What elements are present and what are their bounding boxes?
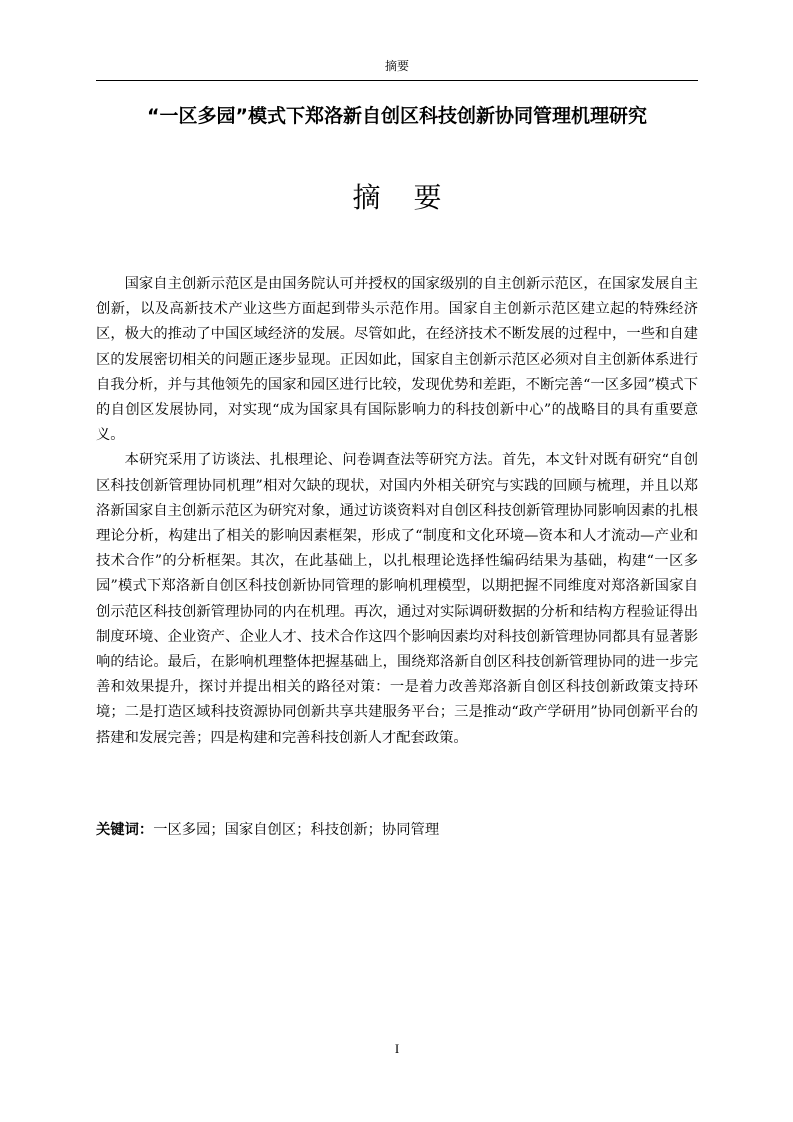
thesis-title: “一区多园”模式下郑洛新自创区科技创新协同管理机理研究: [147, 105, 647, 127]
keywords-line: [96, 818, 698, 843]
abstract-body: [96, 272, 698, 751]
abstract-heading: 摘 要: [352, 181, 454, 214]
page-number: I: [394, 1041, 400, 1056]
keywords-label: 关键词：: [96, 822, 154, 838]
running-header: 摘要: [384, 59, 409, 73]
header-divider: [96, 80, 698, 81]
abstract-paragraph-2: 本研究采用了访谈法、扎根理论、问卷调查法等研究方法。首先，本文针对既有研究“自创区科技创新管理协同机理”相对欠缺的现状，对国内外相关研究与实践的回顾与梳理，并且以郑洛新国家自主创新示范区为研究对象，通过访谈资料对自创区科技创新管理协同影响因素的扎根理论分析，构建出了相关的影响因素框架，形成了“制度和文化环境—资本和人才流动—产业和技术合作”的分析框架。其次，在此基础上，以扎根理论选择性编码结果为基础，构建“一区多园”模式下郑洛新自创区科技创新协同管理的影响机理模型，以期把握不同维度对郑洛新国家自创示范区科技创新管理协同的内在机理。再次，通过对实际调研数据的分析和结构方程验证得出制度环境、企业资产、企业人才、技术合作这四个影响因素均对科技创新管理协同都具有显著影响的结论。最后，在影响机理整体把握基础上，围绕郑洛新自创区科技创新管理协同的进一步完善和效果提升，探讨并提出相关的路径对策：一是着力改善郑洛新自创区科技创新政策支持环境；二是打造区域科技资源协同创新共享共建服务平台；三是推动“政产学研用”协同创新平台的搭建和发展完善；四是构建和完善科技创新人才配套政策。: [96, 452, 698, 746]
abstract-paragraph-1: 国家自主创新示范区是由国务院认可并授权的国家级别的自主创新示范区，在国家发展自主创新，以及高新技术产业这些方面起到带头示范作用。国家自主创新示范区建立起的特殊经济区，极大的推动了中国区域经济的发展。尽管如此，在经济技术不断发展的过程中，一些和自建区的发展密切相关的问题正逐步显现。正因如此，国家自主创新示范区必须对自主创新体系进行自我分析，并与其他领先的国家和园区进行比较，发现优势和差距，不断完善“一区多园”模式下的自创区发展协同，对实现“成为国家具有国际影响力的科技创新中心”的战略目的具有重要意义。: [96, 276, 698, 444]
keywords-text: 一区多园；国家自创区；科技创新；协同管理: [153, 822, 440, 838]
